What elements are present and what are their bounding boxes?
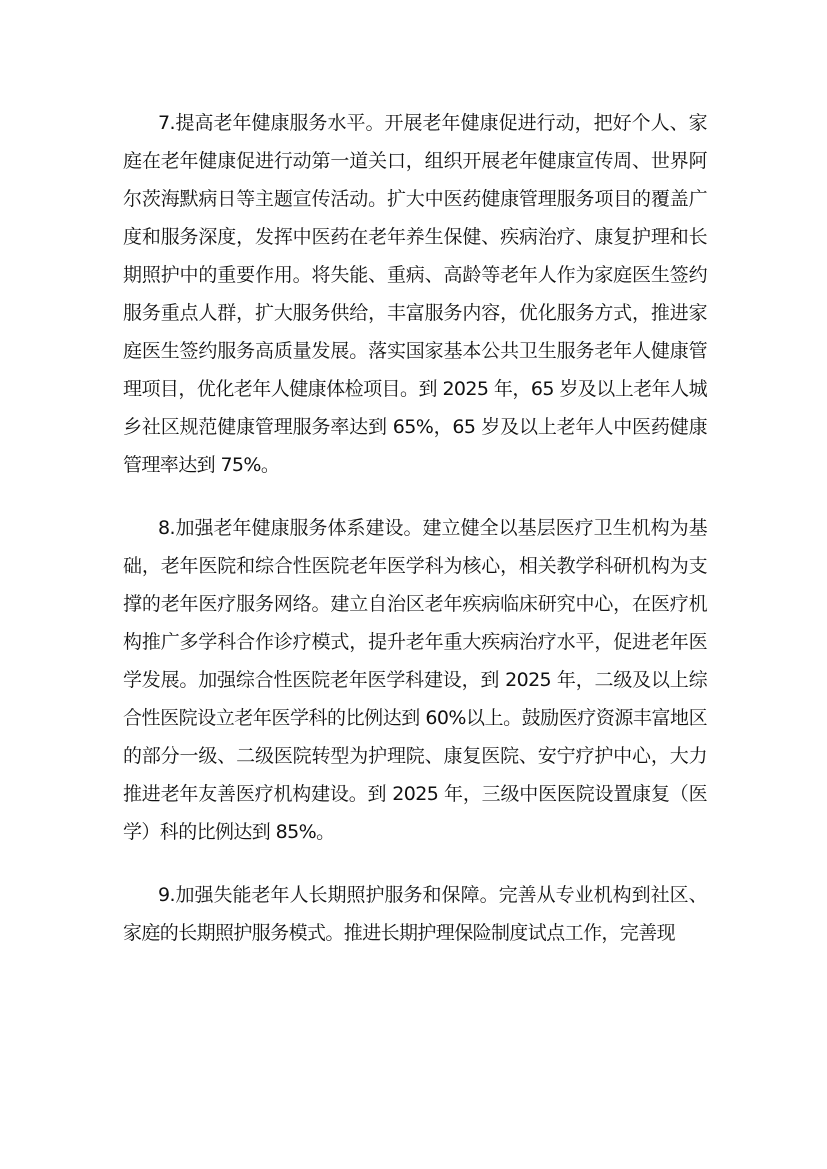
paragraph-8: 8.加强老年健康服务体系建设。建立健全以基层医疗卫生机构为基础，老年医院和综合性医院老年医学科为核心，相关教学科研机构为支撑的老年医疗服务网络。建立自治区老年疾病临床研究中心，在医疗机构推广多学科合作诊疗模式，提升老年重大疾病治疗水平，促进老年医学发展。加强综合性医院老年医学科建设，到 2025 年，二级及以上综合性医院设立老年医学科的比例达到 60%以上。鼓励医疗资源丰富地区的部分一级、二级医院转型为护理院、康复医院、安宁疗护中心，大力推进老年友善医疗机构建设。到 2025 年，三级中医医院设置康复（医学）科的比例达到 85%。 <box>123 517 707 843</box>
paragraph-7: 7.提高老年健康服务水平。开展老年健康促进行动，把好个人、家庭在老年健康促进行动第一道关口，组织开展老年健康宣传周、世界阿尔茨海默病日等主题宣传活动。扩大中医药健康管理服务项目的覆盖广度和服务深度，发挥中医药在老年养生保健、疾病治疗、康复护理和长期照护中的重要作用。将失能、重病、高龄等老年人作为家庭医生签约服务重点人群，扩大服务供给，丰富服务内容，优化服务方式，推进家庭医生签约服务高质量发展。落实国家基本公共卫生服务老年人健康管理项目，优化老年人健康体检项目。到 2025 年，65 岁及以上老年人城乡社区规范健康管理服务率达到 65%，65 岁及以上老年人中医药健康管理率达到 75%。 <box>123 112 707 476</box>
document-body <box>123 104 707 977</box>
paragraph-9: 9.加强失能老年人长期照护服务和保障。完善从专业机构到社区、家庭的长期照护服务模式。推进长期护理保险制度试点工作，完善现 <box>123 884 707 944</box>
